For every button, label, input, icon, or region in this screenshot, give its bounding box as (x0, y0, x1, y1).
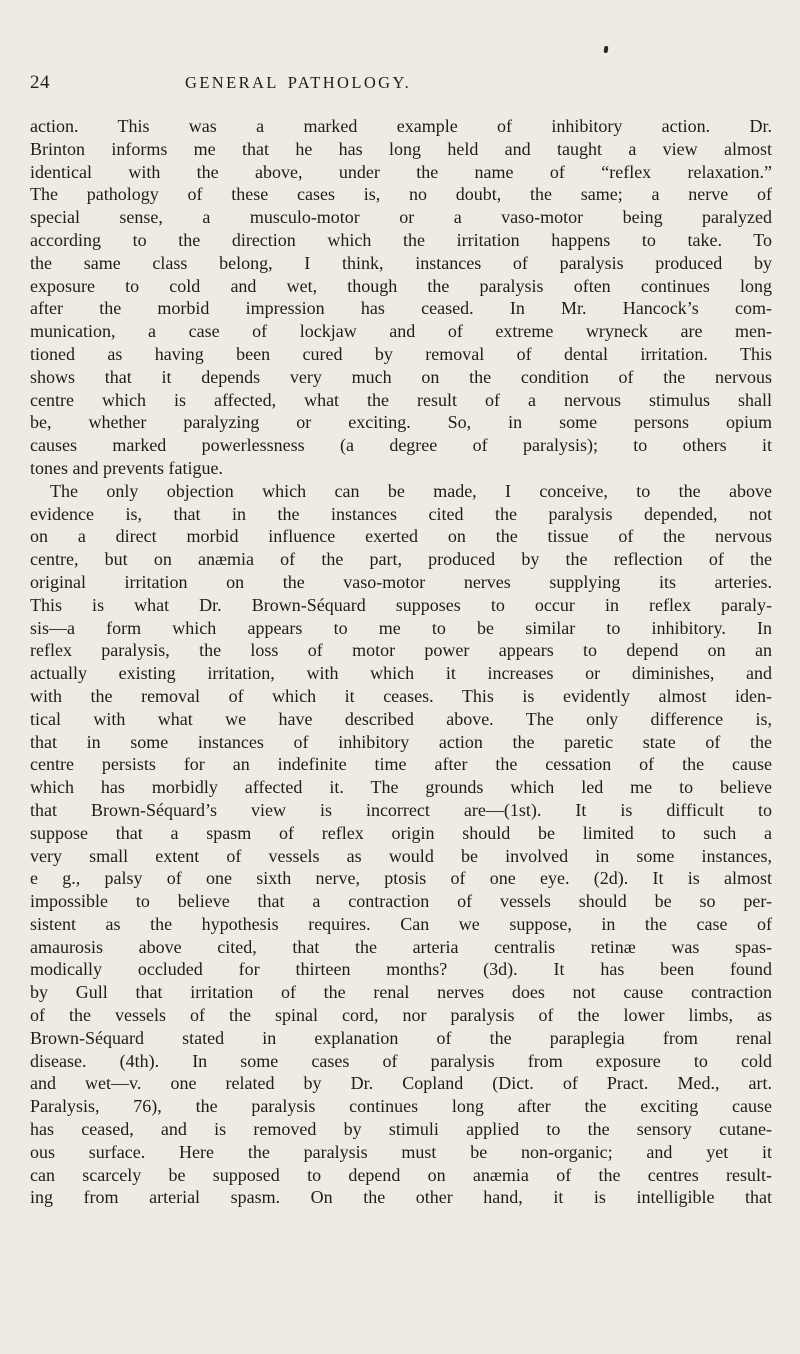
text-line: The only objection which can be made, I conceive, to the above (50, 480, 772, 501)
text-line: very small extent of vessels as would be involved in some instances, (30, 845, 772, 866)
text-line: causes marked powerlessness (a degree of paralysis); to others it (30, 435, 772, 456)
page-number: 24 (30, 72, 50, 93)
text-line: with the removal of which it ceases. This is evidently almost iden- (30, 685, 772, 706)
text-line: special sense, a musculo-motor or a vaso-motor being paralyzed (30, 207, 772, 228)
text-line: This is what Dr. Brown-Séquard supposes to occur in reflex paraly- (30, 594, 772, 615)
text-line: on a direct morbid influence exerted on the tissue of the nervous (30, 526, 772, 547)
text-line: suppose that a spasm of reflex origin should be limited to such a (30, 822, 772, 843)
text-line: and wet—v. one related by Dr. Copland (Dict. of Pract. Med., art. (30, 1073, 772, 1094)
text-line: centre, but on anæmia of the part, produced by the reflection of the (30, 549, 772, 570)
text-line: reflex paralysis, the loss of motor power appears to depend on an (30, 640, 772, 661)
text-line: that in some instances of inhibitory action the paretic state of the (30, 731, 772, 752)
text-line: according to the direction which the irritation happens to take. To (30, 229, 772, 250)
text-line: amaurosis above cited, that the arteria centralis retinæ was spas- (30, 936, 772, 957)
text-line: centre which is affected, what the result of a nervous stimulus shall (30, 389, 772, 410)
running-head (30, 72, 770, 98)
text-line: The pathology of these cases is, no doubt, the same; a nerve of (30, 184, 772, 205)
text-line: has ceased, and is removed by stimuli applied to the sensory cutane- (30, 1119, 772, 1140)
text-line: sis—a form which appears to me to be similar to inhibitory. In (30, 617, 772, 638)
text-line: exposure to cold and wet, though the paralysis often continues long (30, 275, 772, 296)
print-speck (604, 46, 609, 53)
running-title: GENERAL PATHOLOGY. (185, 73, 412, 92)
text-line: can scarcely be supposed to depend on anæmia of the centres result- (30, 1164, 772, 1185)
text-line: which has morbidly affected it. The grounds which led me to believe (30, 777, 772, 798)
text-line: Brinton informs me that he has long held and taught a view almost (30, 138, 772, 159)
text-line: ing from arterial spasm. On the other hand, it is intelligible that (30, 1187, 772, 1208)
text-line: by Gull that irritation of the renal nerves does not cause contraction (30, 982, 772, 1003)
text-line: e g., palsy of one sixth nerve, ptosis of one eye. (2d). It is almost (30, 868, 772, 889)
text-line: centre persists for an indefinite time after the cessation of the cause (30, 754, 772, 775)
text-line: tical with what we have described above. The only difference is, (30, 708, 772, 729)
text-line: identical with the above, under the name of “reflex relaxation.” (30, 161, 772, 182)
text-line: Brown-Séquard stated in explanation of the paraplegia from renal (30, 1027, 772, 1048)
text-line: modically occluded for thirteen months? (3d). It has been found (30, 959, 772, 980)
text-line: munication, a case of lockjaw and of extreme wryneck are men- (30, 321, 772, 342)
text-line: evidence is, that in the instances cited the paralysis depended, not (30, 503, 772, 524)
text-line: after the morbid impression has ceased. In Mr. Hancock’s com- (30, 298, 772, 319)
text-line: of the vessels of the spinal cord, nor paralysis of the lower limbs, as (30, 1005, 772, 1026)
body-text (30, 115, 772, 1209)
text-line: sistent as the hypothesis requires. Can we suppose, in the case of (30, 913, 772, 934)
text-line: the same class belong, I think, instances of paralysis produced by (30, 252, 772, 273)
text-line: be, whether paralyzing or exciting. So, in some persons opium (30, 412, 772, 433)
text-line: tones and prevents fatigue. (30, 457, 223, 478)
text-line: action. This was a marked example of inhibitory action. Dr. (30, 116, 772, 136)
text-line: original irritation on the vaso-motor nerves supplying its arteries. (30, 571, 772, 592)
text-line: ous surface. Here the paralysis must be non-organic; and yet it (30, 1141, 772, 1162)
text-line: impossible to believe that a contraction of vessels should be so per- (30, 891, 772, 912)
text-line: tioned as having been cured by removal of dental irritation. This (30, 343, 772, 364)
text-line: shows that it depends very much on the condition of the nervous (30, 366, 772, 387)
text-line: disease. (4th). In some cases of paralysis from exposure to cold (30, 1050, 772, 1071)
text-line: actually existing irritation, with which it increases or diminishes, and (30, 663, 772, 684)
text-line: Paralysis, 76), the paralysis continues long after the exciting cause (30, 1096, 772, 1117)
text-line: that Brown-Séquard’s view is incorrect are—(1st). It is difficult to (30, 799, 772, 820)
